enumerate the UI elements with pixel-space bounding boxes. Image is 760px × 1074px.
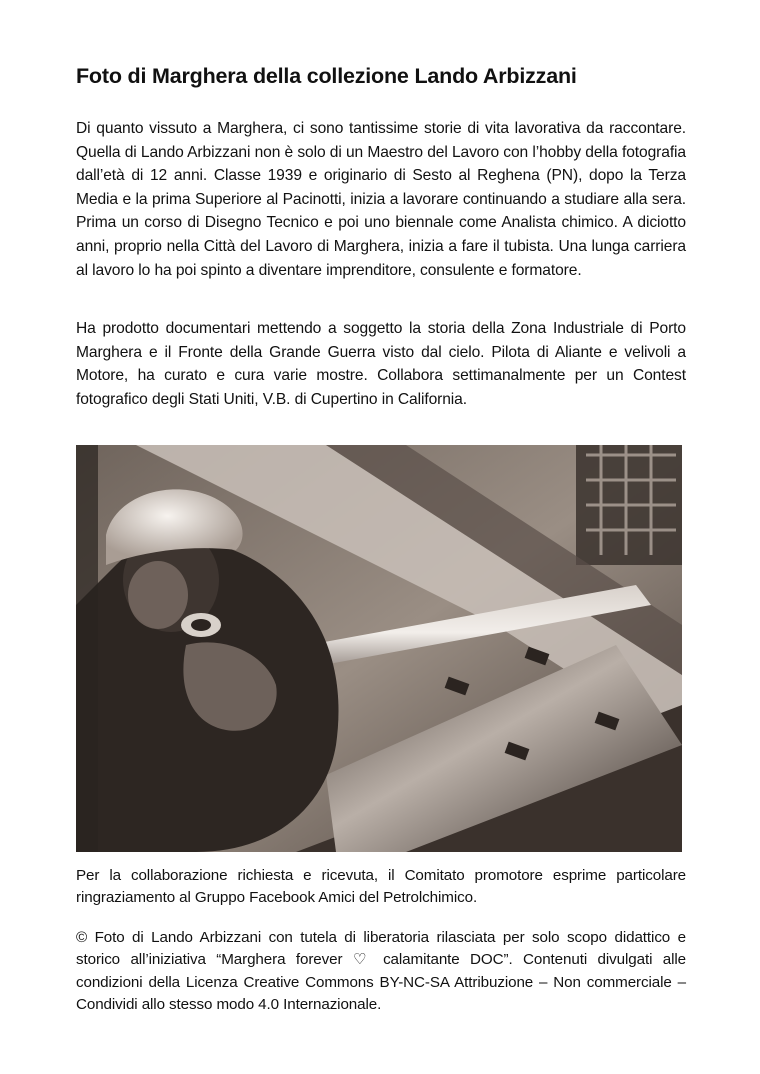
copyright-caption: © Foto di Lando Arbizzani con tutela di liberatoria rilasciata per solo scopo didattico e storico all’iniziativa “Marghera forever ♡ calamitante DOC”. Contenuti divulgati alle condizioni della Licenza Creative Commons BY-NC-SA Attribuzione – Non commerciale – Condividi allo stesso modo 4.0 Internazionale. <box>76 929 686 1014</box>
document-title: Foto di Marghera della collezione Lando Arbizzani <box>76 64 577 88</box>
biography-paragraph: Ha prodotto documentari mettendo a soggetto la storia della Zona Industriale di Porto Marghera e il Fronte della Grande Guerra visto dal cielo. Pilota di Aliante e velivoli a Motore, ha curato e cura varie mostre. Collabora settimanalmente per un Contest fotografico degli Stati Uniti, V.B. di Cupertino in California. <box>76 320 686 408</box>
acknowledgement-caption: Per la collaborazione richiesta e ricevuta, il Comitato promotore esprime particolare ringraziamento al Gruppo Facebook Amici del Petrolchimico. <box>76 867 686 907</box>
intro-paragraph: Di quanto vissuto a Marghera, ci sono tantissime storie di vita lavorativa da raccontare. Quella di Lando Arbizzani non è solo di un Maestro del Lavoro con l’hobby della fotografia dall’età di 12 anni. Classe 1939 e originario di Sesto al Reghena (PN), dopo la Terza Media e la prima Superiore al Pacinotti, inizia a lavorare continuando a studiare alla sera. Prima un corso di Disegno Tecnico e poi uno biennale come Analista chimico. A diciotto anni, proprio nella Città del Lavoro di Marghera, inizia a fare il tubista. Una lunga carriera al lavoro lo ha poi spinto a diventare imprenditore, consulente e formatore. <box>76 120 686 279</box>
historical-photo <box>76 445 682 852</box>
scaffold-grid <box>576 445 682 565</box>
left-post <box>76 445 98 852</box>
